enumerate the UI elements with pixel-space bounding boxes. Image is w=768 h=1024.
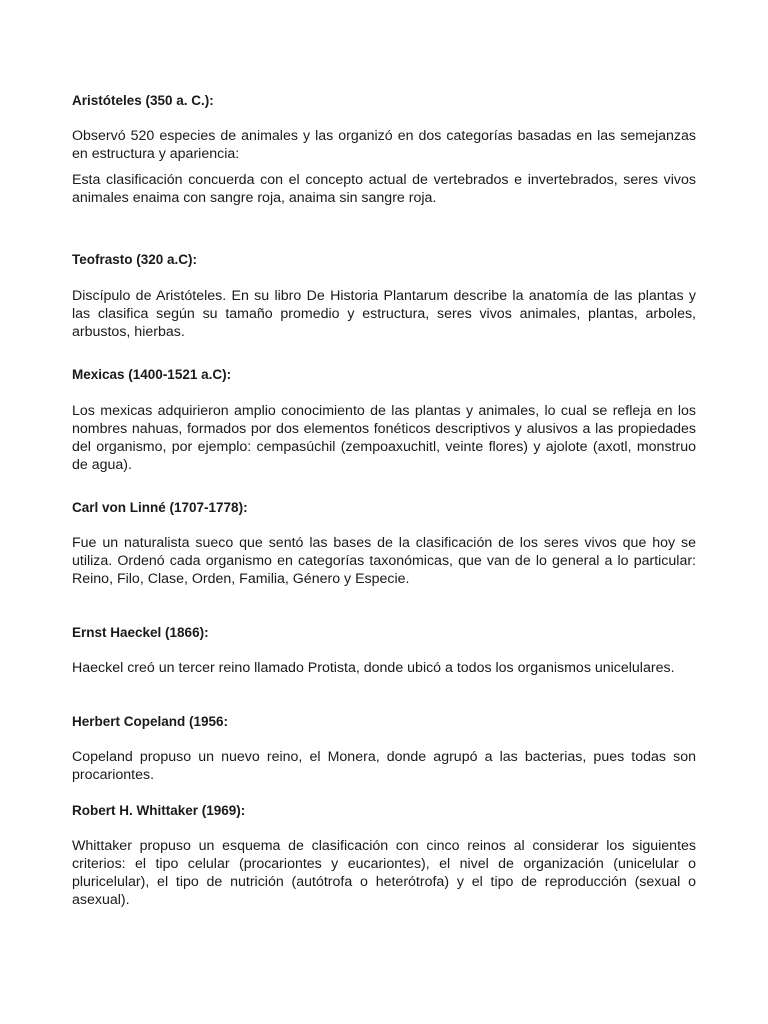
section-mexicas-paragraph <box>72 402 696 474</box>
section-teofrasto <box>72 251 696 269</box>
section-teofrasto-paragraph <box>72 287 696 341</box>
section-heading: Mexicas (1400-1521 a.C): <box>72 367 232 382</box>
section-whittaker <box>72 802 696 820</box>
section-linne-paragraph <box>72 534 696 588</box>
section-heading: Ernst Haeckel (1866): <box>72 625 209 640</box>
section-paragraph: Copeland propuso un nuevo reino, el Monera, donde agrupó a las bacterias, pues todas son procariontes. <box>72 749 696 783</box>
section-paragraph: Esta clasificación concuerda con el concepto actual de vertebrados e invertebrados, seres vivos animales enaima con sangre roja, anaima sin sangre roja. <box>72 172 696 206</box>
section-whittaker-paragraph <box>72 837 696 909</box>
section-heading: Aristóteles (350 a. C.): <box>72 93 214 108</box>
section-paragraph: Haeckel creó un tercer reino llamado Protista, donde ubicó a todos los organismos unicelulares. <box>72 660 675 676</box>
section-paragraph: Observó 520 especies de animales y las organizó en dos categorías basadas en las semejanzas en estructura y apariencia: <box>72 128 696 162</box>
section-aristoteles-paragraph-1 <box>72 127 696 163</box>
section-haeckel-paragraph <box>72 659 696 677</box>
section-paragraph: Whittaker propuso un esquema de clasificación con cinco reinos al considerar los siguientes criterios: el tipo celular (procariontes y eucariontes), el nivel de organización (unicelular o pluricelular), el tipo de nutrición (autótrofa o heterótrofa) y el tipo de reproducción (sexual o asexual). <box>72 838 696 908</box>
section-linne <box>72 499 696 517</box>
section-paragraph: Discípulo de Aristóteles. En su libro De Historia Plantarum describe la anatomía de las plantas y las clasifica según su tamaño promedio y estructura, seres vivos animales, plantas, arboles, arbustos, hierbas. <box>72 288 696 340</box>
section-heading: Herbert Copeland (1956: <box>72 714 229 729</box>
section-aristoteles <box>72 92 696 110</box>
section-paragraph: Fue un naturalista sueco que sentó las bases de la clasificación de los seres vivos que hoy se utiliza. Ordenó cada organismo en categorías taxonómicas, que van de lo general a lo particular: Reino, Filo, Clase, Orden, Familia, Género y Especie. <box>72 535 696 587</box>
section-heading: Teofrasto (320 a.C): <box>72 252 198 267</box>
section-paragraph: Los mexicas adquirieron amplio conocimiento de las plantas y animales, lo cual se refleja en los nombres nahuas, formados por dos elementos fonéticos descriptivos y alusivos a las propiedades del organismo, por ejemplo: cempasúchil (zempoaxuchitl, veinte flores) y ajolote (axotl, monstruo de agua). <box>72 403 696 473</box>
section-haeckel <box>72 624 696 642</box>
section-heading: Carl von Linné (1707-1778): <box>72 500 248 515</box>
section-copeland-paragraph <box>72 748 696 784</box>
section-mexicas <box>72 366 696 384</box>
section-heading: Robert H. Whittaker (1969): <box>72 803 246 818</box>
section-copeland <box>72 713 696 731</box>
section-aristoteles-paragraph-2 <box>72 171 696 207</box>
